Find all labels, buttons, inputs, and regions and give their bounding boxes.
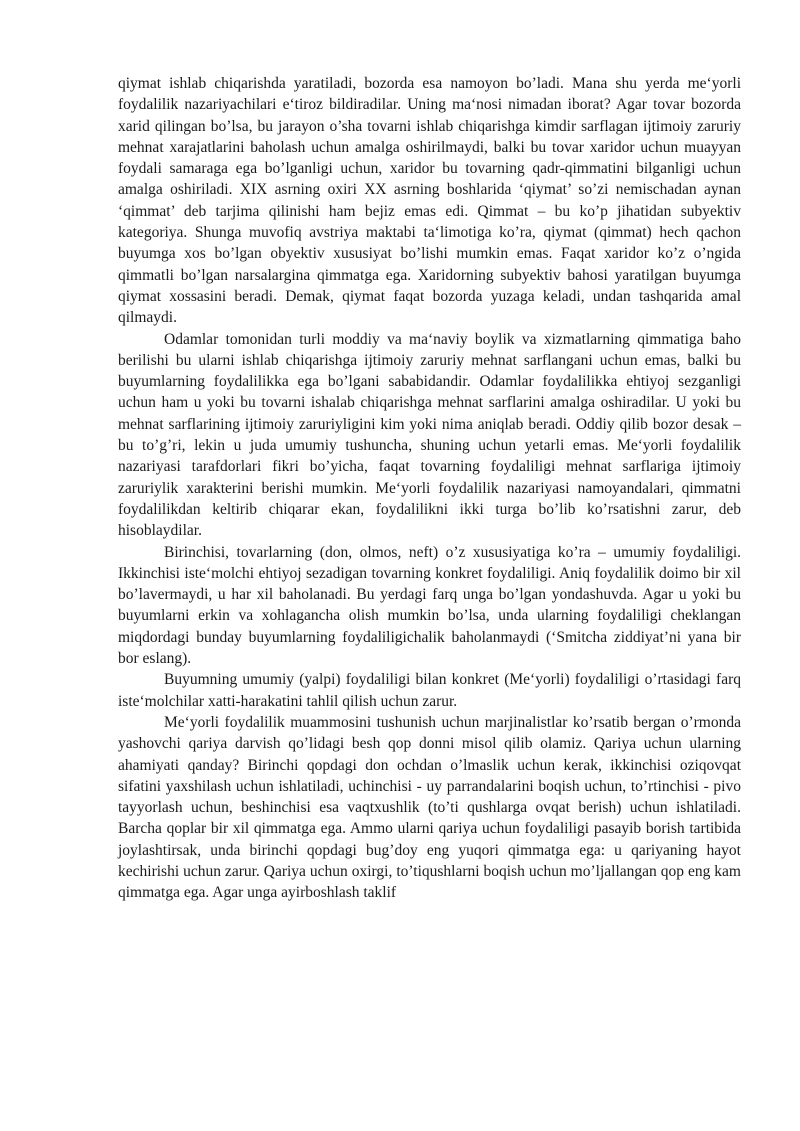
document-page [118, 73, 741, 904]
paragraph-2: Odamlar tomonidan turli moddiy va ma‘naviy boylik va xizmatlarning qimmatiga baho berilishi bu ularni ishlab chiqarishga ijtimoiy zaruriy mehnat sarflangani uchun emas, balki bu buyumlarning foydalilikka ega bo’lgani sababidandir. Odamlar foydalilikka ehtiyoj sezganligi uchun ham u yoki bu tovarni ishalab chiqarishga mehnat sarflarini amalga oshiradilar. U yoki bu mehnat sarflarining ijtimoiy zaruriyligini kim yoki nima aniqlab beradi. Oddiy qilib bozor desak – bu to’g’ri, lekin u juda umumiy tushuncha, shuning uchun yetarli emas. Me‘yorli foydalilik nazariyasi tarafdorlari fikri bo’yicha, faqat tovarning foydaliligi mehnat sarflariga ijtimoiy zaruriylik xarakterini berishi mumkin. Me‘yorli foydalilik nazariyasi namoyandalari, qimmatni foydalilikdan keltirib chiqarar ekan, foydalilikni ikki turga bo’lib ko’rsatishni zarur, deb hisoblaydilar. [118, 330, 741, 540]
paragraph-4: Buyumning umumiy (yalpi) foydaliligi bilan konkret (Me‘yorli) foydaliligi o’rtasidagi farq iste‘molchilar xatti-harakatini tahlil qilish uchun zarur. [118, 671, 741, 710]
paragraph-1: qiymat ishlab chiqarishda yaratiladi, bozorda esa namoyon bo’ladi. Mana shu yerda me‘yorli foydalilik nazariyachilari e‘tiroz bildiradilar. Uning ma‘nosi nimadan iborat? Agar tovar bozorda xarid qilingan bo’lsa, bu jarayon o’sha tovarni ishlab chiqarishga kimdir sarflagan ijtimoiy zaruriy mehnat xarajatlarini baholash uchun amalga oshirilmaydi, balki bu tovar xaridor uchun muayyan foydali samaraga ega bo’lganligi uchun, xaridor bu tovarning qadr-qimmatini bilganligi uchun amalga oshiriladi. XIX asrning oxiri XX asrning boshlarida ‘qiymat’ so’zi nemischadan aynan ‘qimmat’ deb tarjima qilinishi ham bejiz emas edi. Qimmat – bu ko’p jihatidan subyektiv kategoriya. Shunga muvofiq avstriya maktabi ta‘limotiga ko’ra, qiymat (qimmat) hech qachon buyumga xos bo’lgan obyektiv xususiyat bo’lishi mumkin emas. Faqat xaridor ko’z o’ngida qimmatli bo’lgan narsalargina qimmatga ega. Xaridorning subyektiv bahosi yaratilgan buyumga qiymat xossasini beradi. Demak, qiymat faqat bozorda yuzaga keladi, undan tashqarida amal qilmaydi. [118, 75, 741, 327]
paragraph-5: Me‘yorli foydalilik muammosini tushunish uchun marjinalistlar ko’rsatib bergan o’rmonda yashovchi qariya darvish qo’lidagi besh qop donni misol qilib olamiz. Qariya uchun ularning ahamiyati qanday? Birinchi qopdagi don ochdan o’lmaslik uchun kerak, ikkinchisi oziqovqat sifatini yaxshilash uchun ishlatiladi, uchinchisi - uy parrandalarini boqish uchun, to’rtinchisi - pivo tayyorlash uchun, beshinchisi esa vaqtxushlik (to’ti qushlarga ovqat berish) uchun ishlatiladi. Barcha qoplar bir xil qimmatga ega. Ammo ularni qariya uchun foydaliligi pasayib borish tartibida joylashtirsak, unda birinchi qopdagi bug’doy eng yuqori qimmatga ega: u qariyaning hayot kechirishi uchun zarur. Qariya uchun oxirgi, to’tiqushlarni boqish uchun mo’ljallangan qop eng kam qimmatga ega. Agar unga ayirboshlash taklif [118, 713, 741, 902]
paragraph-3: Birinchisi, tovarlarning (don, olmos, neft) o’z xususiyatiga ko’ra – umumiy foydaliligi. Ikkinchisi iste‘molchi ehtiyoj sezadigan tovarning konkret foydaliligi. Aniq foydalilik doimo bir xil bo’lavermaydi, u har xil baholanadi. Bu yerdagi farq unga bo’lgan yondashuvda. Agar u yoki bu buyumlarni erkin va xohlagancha olish mumkin bo’lsa, unda ularning foydaliligi cheklangan miqdordagi bunday buyumlarning foydaliligichalik baholanmaydi (‘Smitcha ziddiyat’ni yana bir bor eslang). [118, 543, 741, 668]
